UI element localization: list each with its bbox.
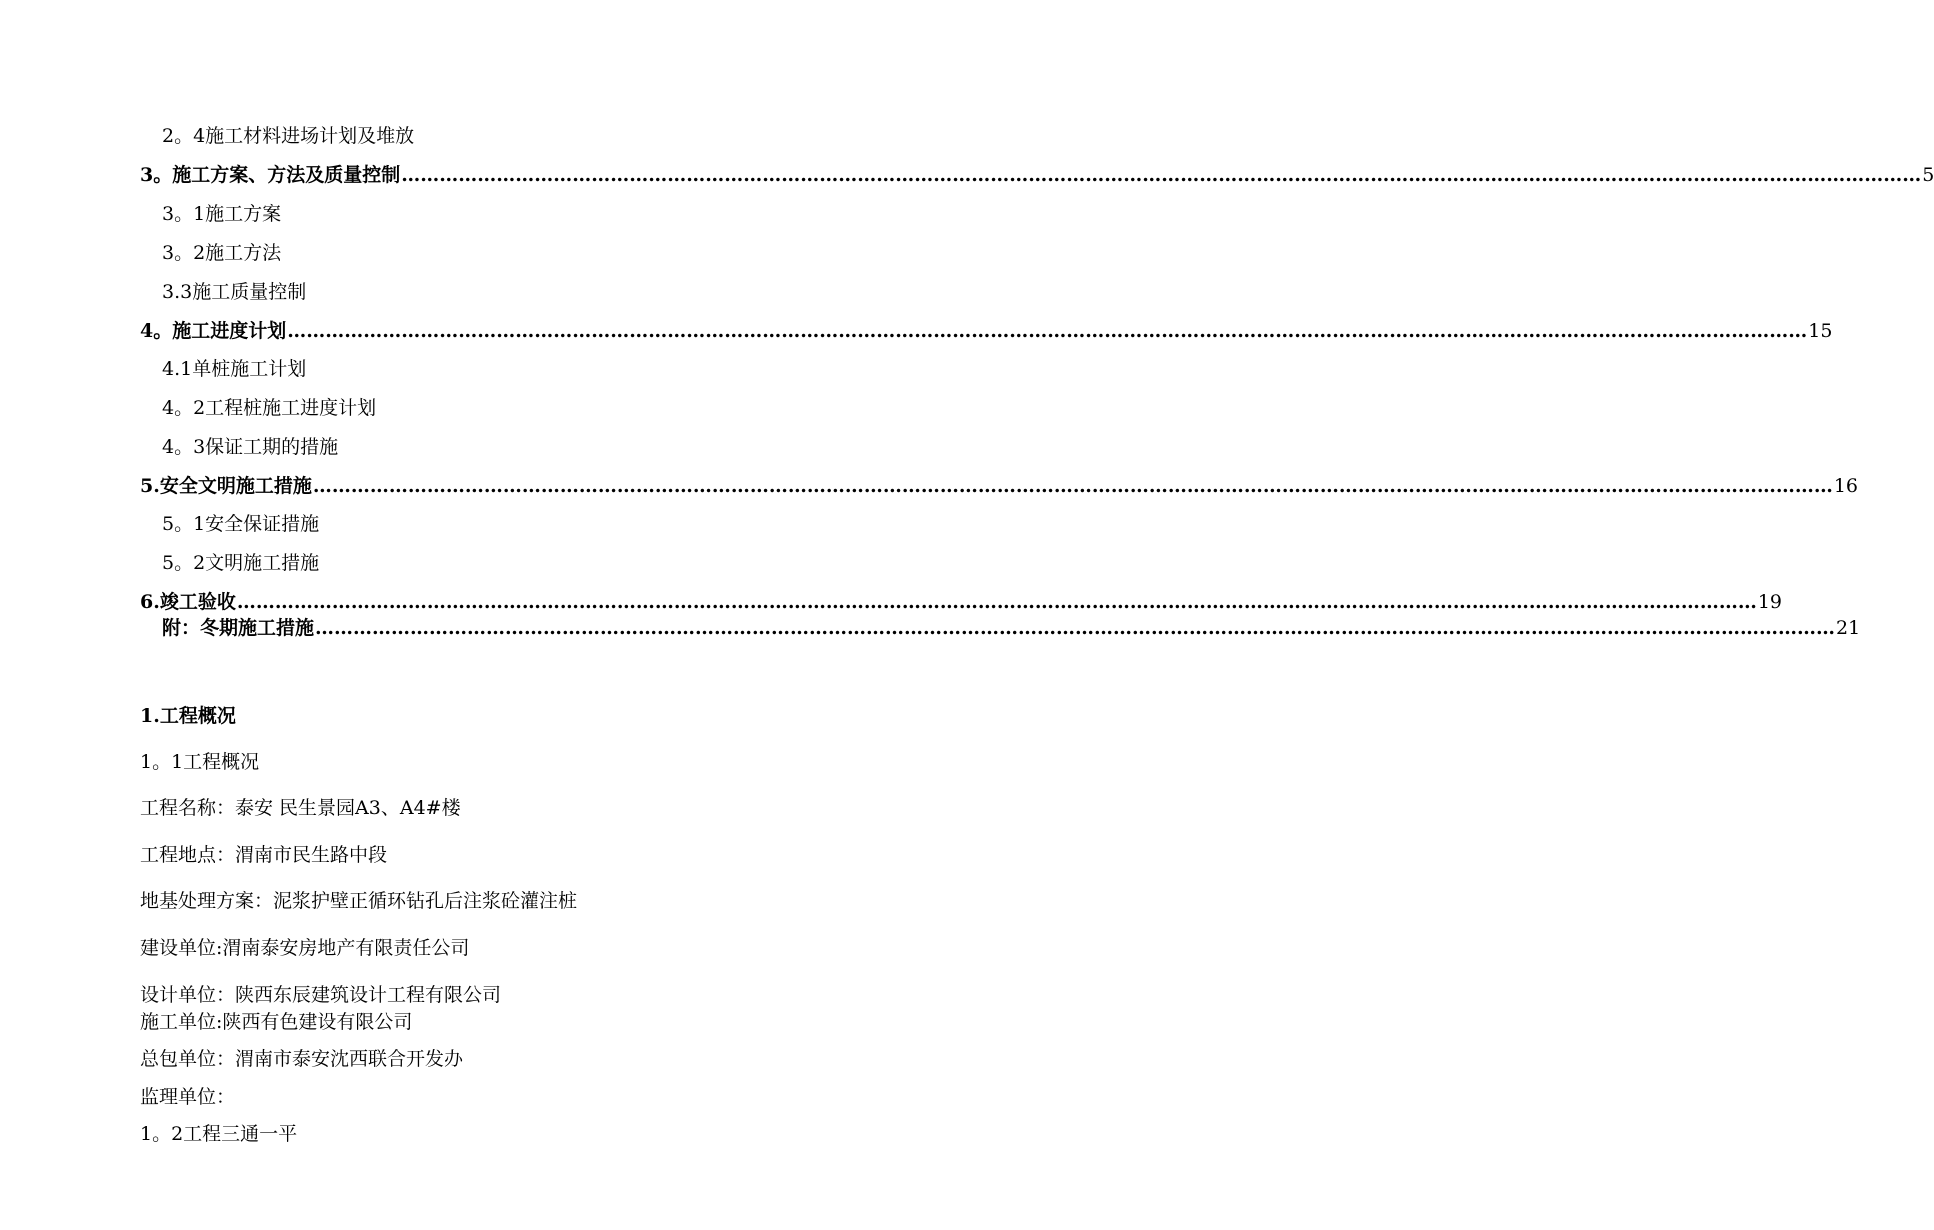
toc-sub-3-2: 3。2施工方法 bbox=[162, 242, 282, 264]
toc-entry-title: 6.竣工验收 bbox=[140, 591, 236, 613]
toc-sub-5-2: 5。2文明施工措施 bbox=[162, 552, 320, 574]
toc-entry-5 bbox=[140, 474, 1859, 498]
construction-unit: 施工单位:陕西有色建设有限公司 bbox=[140, 1011, 413, 1033]
toc-entry-page: 16 bbox=[1833, 475, 1859, 497]
project-name: 工程名称：泰安 民生景园A3、A4#楼 bbox=[140, 797, 461, 819]
design-unit: 设计单位：陕西东辰建筑设计工程有限公司 bbox=[140, 984, 502, 1006]
toc-leader-dots: …………………………………………………………………………………………………………………………………………………………………………………………………………………… bbox=[312, 475, 1833, 497]
owner-unit: 建设单位:渭南泰安房地产有限责任公司 bbox=[140, 937, 470, 959]
toc-entry-page: 5 bbox=[1922, 164, 1934, 186]
toc-leader-dots: …………………………………………………………………………………………………………………………………………………………………………………………………………………… bbox=[287, 320, 1808, 342]
toc-entry-6 bbox=[140, 590, 1783, 614]
toc-sub-4-2: 4。2工程桩施工进度计划 bbox=[162, 397, 377, 419]
general-contractor: 总包单位：渭南市泰安沈西联合开发办 bbox=[140, 1048, 464, 1070]
toc-leader-dots: …………………………………………………………………………………………………………………………………………………………………………………………………………………… bbox=[401, 164, 1922, 186]
subsection-1-1: 1。1工程概况 bbox=[140, 751, 260, 773]
toc-entry-4 bbox=[140, 319, 1833, 343]
toc-entry-appendix bbox=[162, 616, 1861, 640]
toc-entry-page: 19 bbox=[1757, 591, 1783, 613]
toc-entry-title: 5.安全文明施工措施 bbox=[140, 475, 312, 497]
toc-leader-dots: …………………………………………………………………………………………………………………………………………………………………………………………………………………… bbox=[236, 591, 1757, 613]
subsection-1-2: 1。2工程三通一平 bbox=[140, 1123, 298, 1145]
toc-entry-title: 附：冬期施工措施 bbox=[162, 617, 315, 639]
toc-entry-title: 4。施工进度计划 bbox=[140, 320, 287, 342]
toc-sub-5-1: 5。1安全保证措施 bbox=[162, 513, 320, 535]
toc-sub-2-4: 2。4施工材料进场计划及堆放 bbox=[162, 125, 415, 147]
toc-sub-3-3: 3.3施工质量控制 bbox=[162, 281, 307, 303]
section-title: 1.工程概况 bbox=[140, 705, 236, 727]
toc-entry-page: 21 bbox=[1836, 617, 1861, 639]
foundation-plan: 地基处理方案：泥浆护壁正循环钻孔后注浆砼灌注桩 bbox=[140, 890, 578, 912]
toc-sub-3-1: 3。1施工方案 bbox=[162, 203, 282, 225]
toc-sub-4-1: 4.1单桩施工计划 bbox=[162, 358, 307, 380]
toc-entry-3 bbox=[140, 163, 1934, 187]
toc-entry-title: 3。施工方案、方法及质量控制 bbox=[140, 164, 401, 186]
supervision-unit: 监理单位： bbox=[140, 1086, 236, 1108]
toc-leader-dots: …………………………………………………………………………………………………………………………………………………………………………………………………………………… bbox=[315, 617, 1836, 639]
project-location: 工程地点：渭南市民生路中段 bbox=[140, 844, 388, 866]
toc-entry-page: 15 bbox=[1808, 320, 1833, 342]
toc-sub-4-3: 4。3保证工期的措施 bbox=[162, 436, 339, 458]
